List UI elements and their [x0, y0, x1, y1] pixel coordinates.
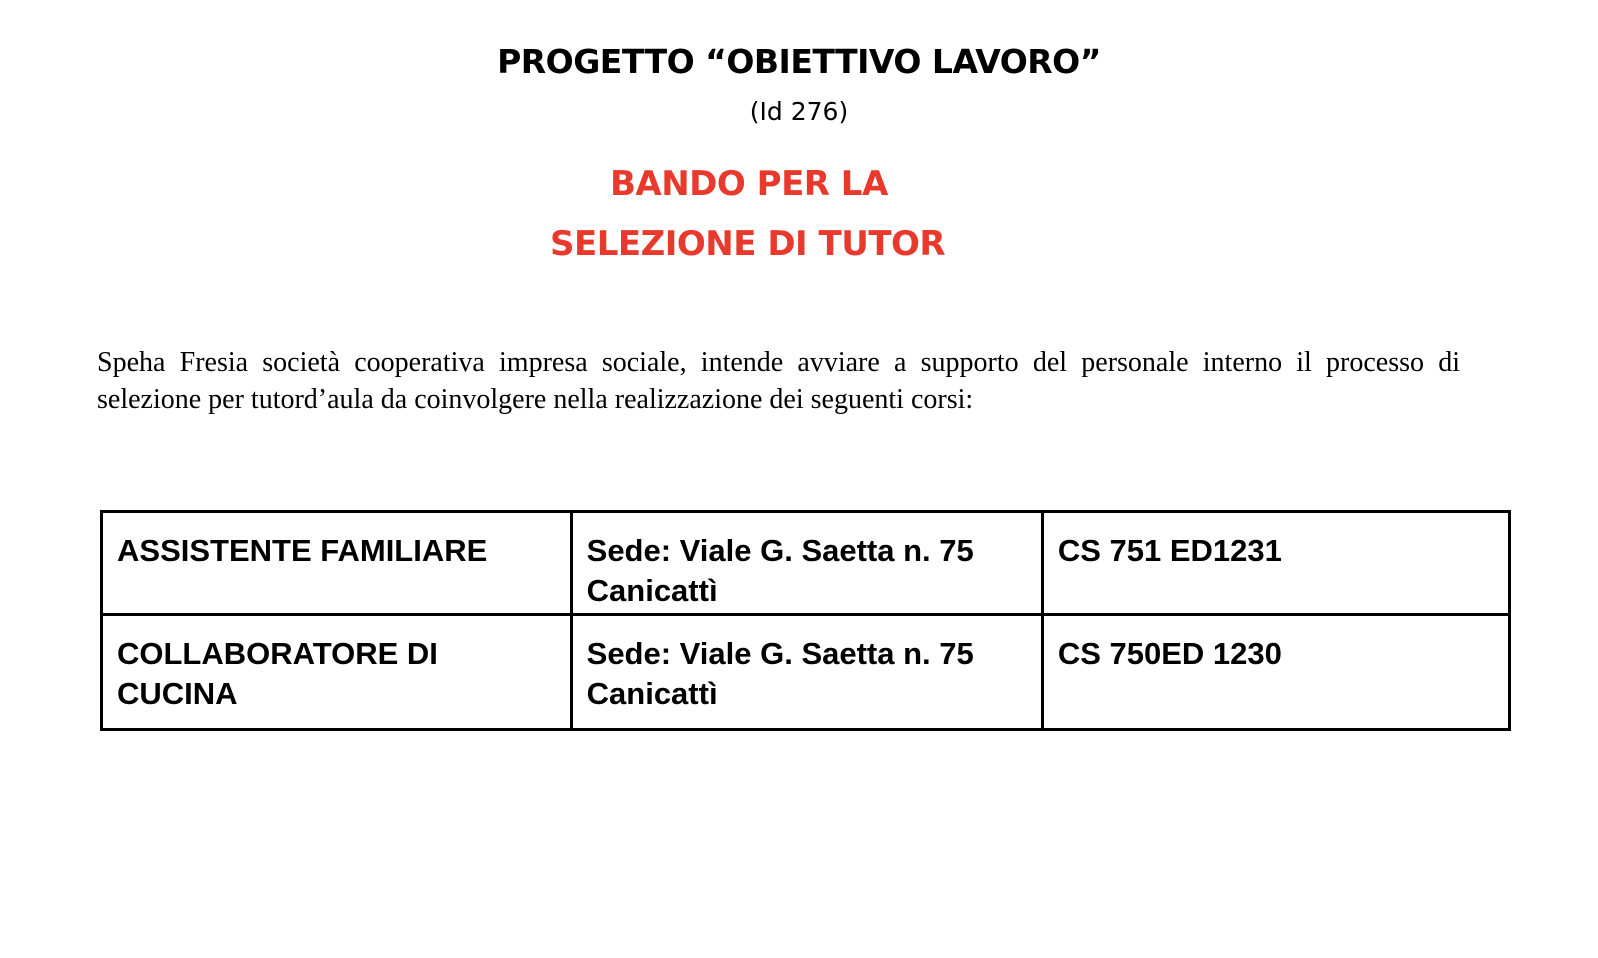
announcement-heading-line-2: SELEZIONE DI TUTOR — [550, 224, 946, 264]
course-location-cell — [571, 615, 1042, 730]
announcement-heading-line-1: BANDO PER LA — [610, 164, 888, 204]
courses-table — [100, 510, 1511, 731]
course-location-address: Sede: Viale G. Saetta n. 75 — [586, 533, 974, 568]
course-location-city: Canicattì — [586, 676, 718, 711]
course-code-cell: CS 751 ED1231 — [1042, 512, 1509, 615]
course-name-cell: COLLABORATORE DI CUCINA — [102, 615, 572, 730]
table-row — [102, 615, 1510, 730]
course-location-address: Sede: Viale G. Saetta n. 75 — [586, 636, 974, 671]
intro-paragraph: Speha Fresia società cooperativa impresa sociale, intende avviare a supporto del personale interno il processo di selezione per tutord’aula da coinvolgere nella realizzazione dei seguenti corsi: — [97, 347, 1460, 415]
table-row — [102, 512, 1510, 615]
course-location-city: Canicattì — [586, 573, 718, 608]
project-id: (Id 276) — [749, 97, 849, 126]
course-name-cell: ASSISTENTE FAMILIARE — [102, 512, 572, 615]
course-location-cell — [571, 512, 1042, 615]
course-code-cell: CS 750ED 1230 — [1042, 615, 1509, 730]
document-title: PROGETTO “OBIETTIVO LAVORO” — [497, 42, 1101, 81]
